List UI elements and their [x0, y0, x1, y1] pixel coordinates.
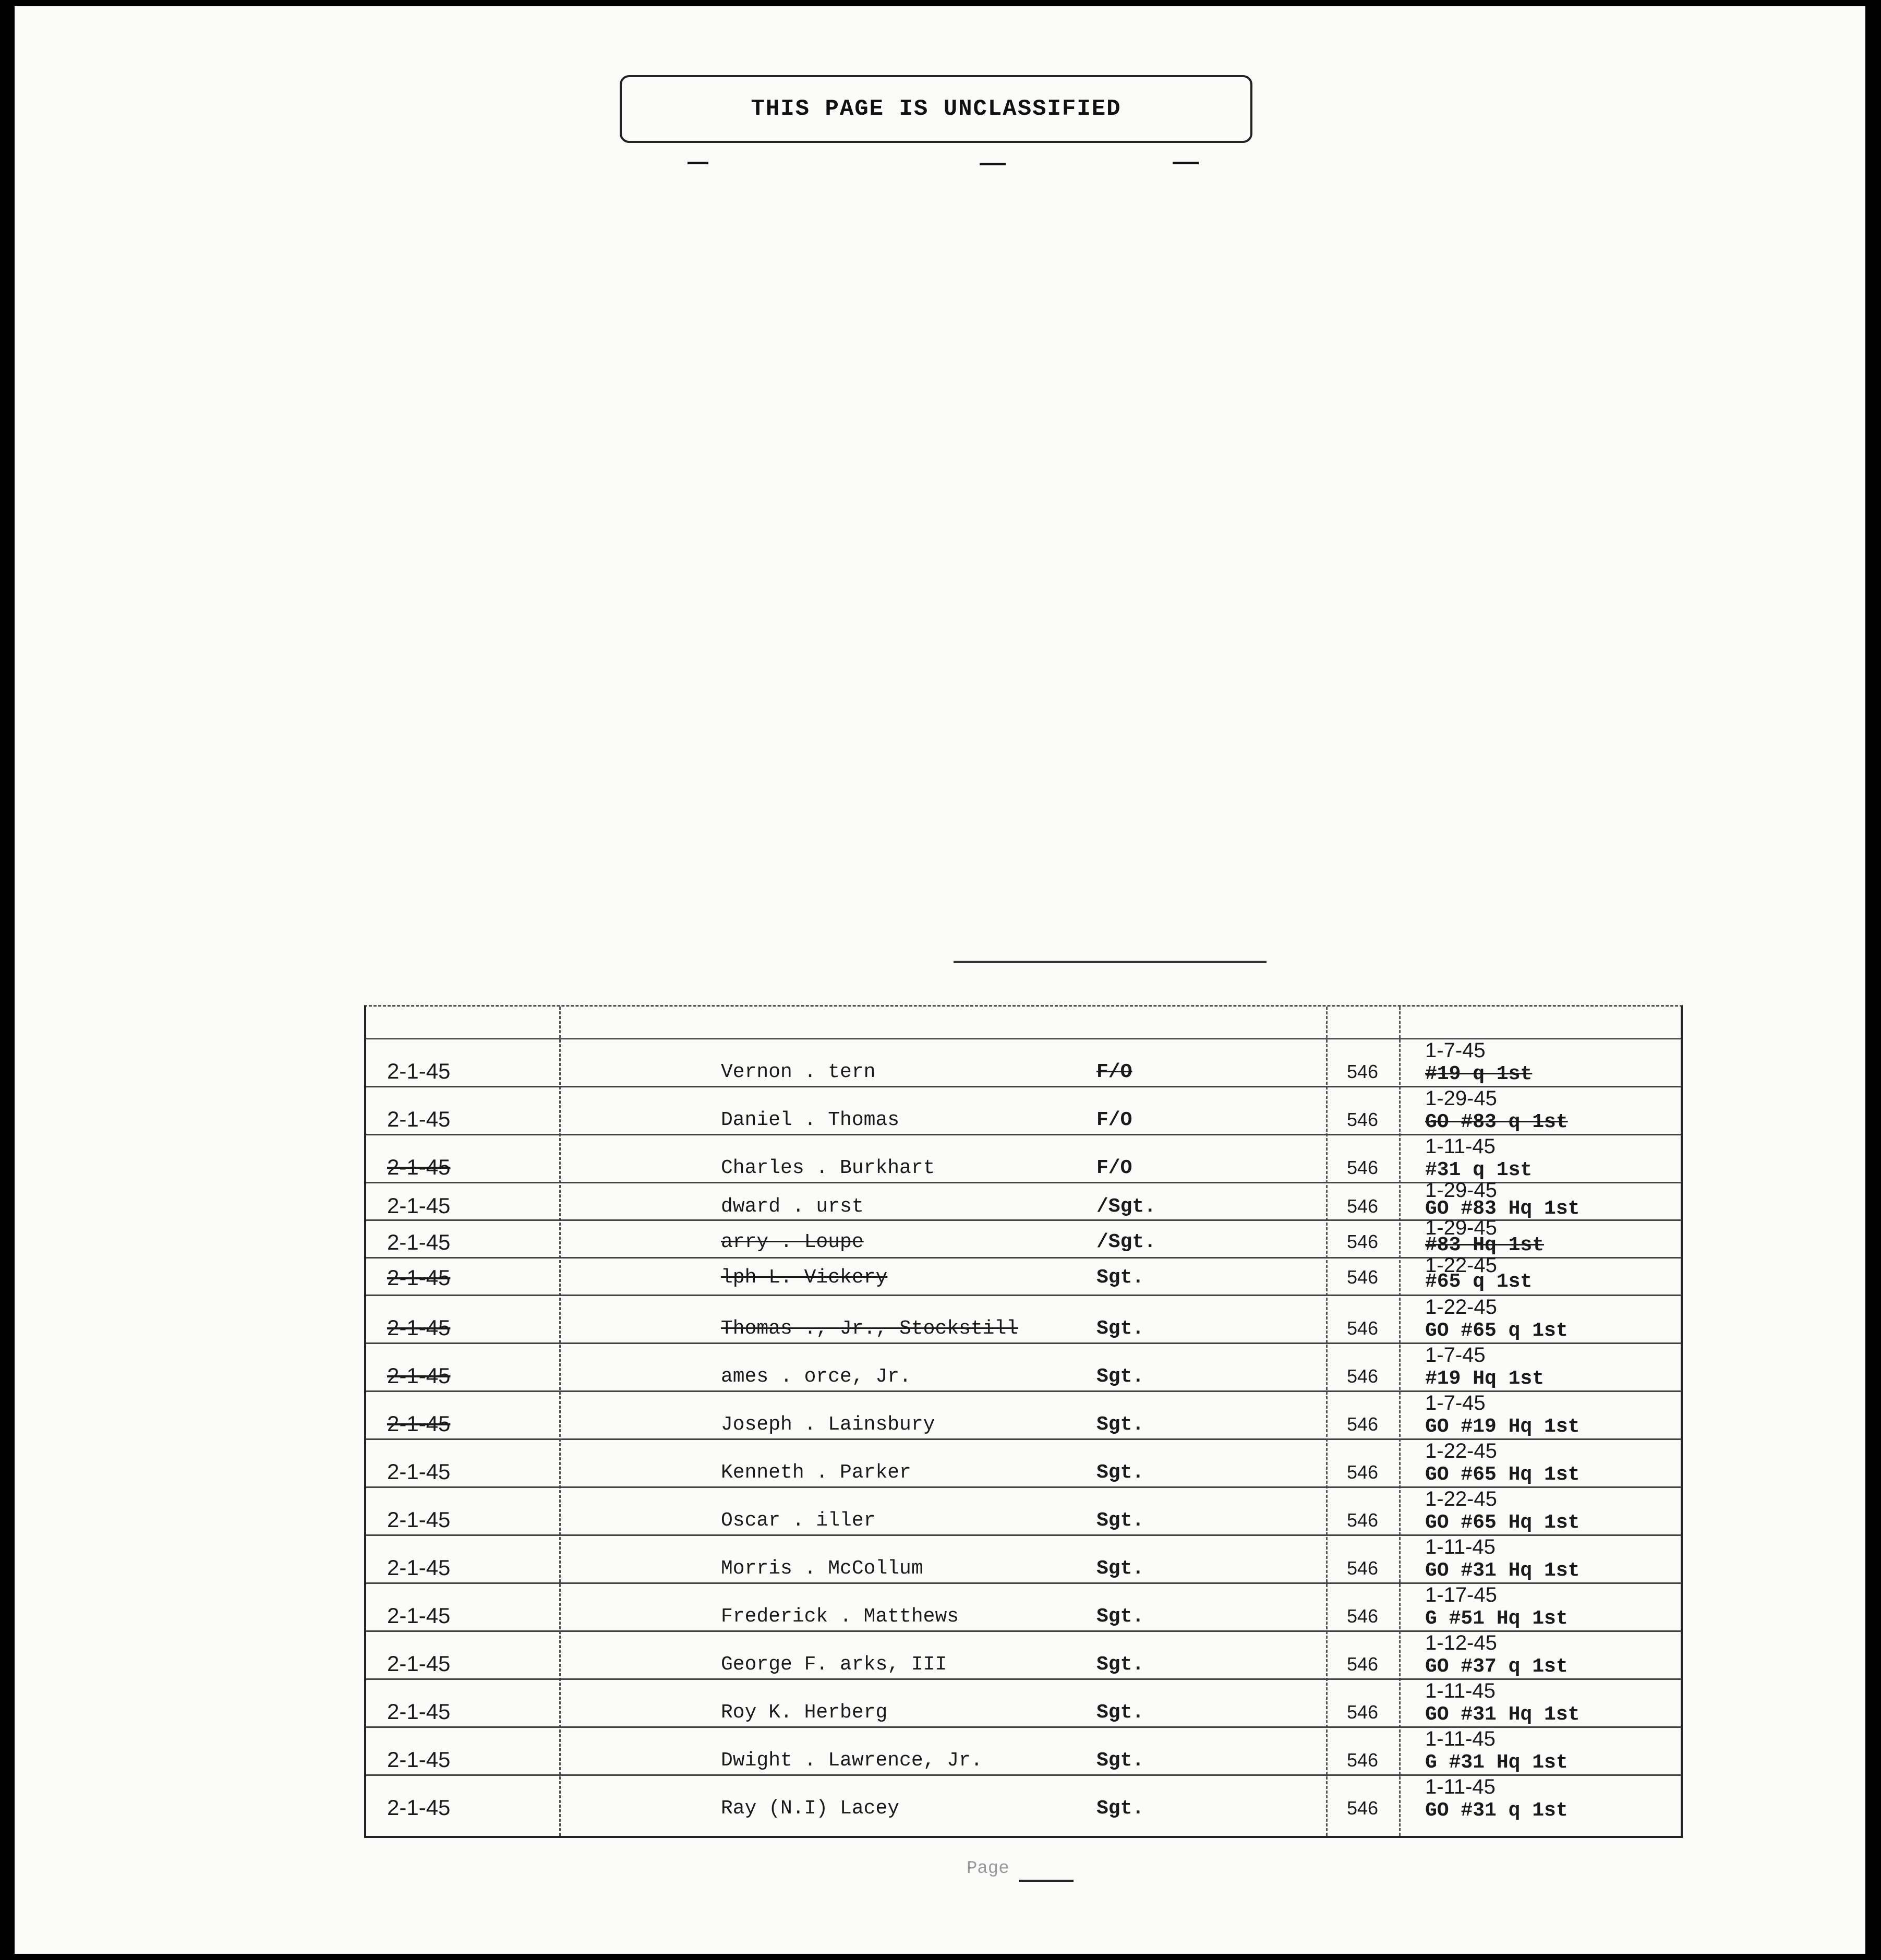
row-grade: Sgt. [1096, 1749, 1144, 1772]
column-header-col2 [559, 1007, 820, 1039]
row-number: 546 [1347, 1797, 1379, 1819]
row-order-ref: GO #31 Hq 1st [1425, 1559, 1580, 1582]
table-row [366, 1179, 1681, 1221]
row-name: arry . Loupe [721, 1231, 864, 1253]
table-row [366, 1582, 1681, 1632]
row-number: 546 [1347, 1157, 1379, 1178]
row-order-ref: #19 Hq 1st [1425, 1368, 1545, 1390]
row-date: 2-1-45 [387, 1603, 451, 1628]
table-row [366, 1216, 1681, 1259]
row-order-ref: #65 q 1st [1425, 1271, 1533, 1293]
row-date: 2-1-45 [387, 1411, 451, 1436]
row-date: 2-1-45 [387, 1555, 451, 1580]
row-grade: Sgt. [1096, 1797, 1144, 1820]
row-number: 546 [1347, 1317, 1379, 1339]
page-number-blank [1019, 1880, 1074, 1882]
row-number: 546 [1347, 1231, 1379, 1252]
table-row [366, 1038, 1681, 1087]
row-number: 546 [1347, 1605, 1379, 1627]
row-order-ref: GO #65 Hq 1st [1425, 1511, 1580, 1534]
header-underline [954, 961, 1267, 963]
row-date: 2-1-45 [387, 1651, 451, 1676]
row-name: ames . orce, Jr. [721, 1365, 911, 1388]
row-date: 2-1-45 [387, 1747, 451, 1772]
table-row [366, 1438, 1681, 1488]
row-date: 2-1-45 [387, 1363, 451, 1388]
row-number: 546 [1347, 1461, 1379, 1483]
row-number: 546 [1347, 1266, 1379, 1288]
table-row [366, 1630, 1681, 1680]
row-order-date: 1-29-45 [1425, 1216, 1497, 1239]
row-grade: Sgt. [1096, 1365, 1144, 1388]
row-order-date: 1-11-45 [1425, 1727, 1496, 1750]
table-row [366, 1342, 1681, 1392]
row-grade: Sgt. [1096, 1605, 1144, 1628]
row-order-date: 1-7-45 [1425, 1344, 1486, 1366]
row-name: Charles . Burkhart [721, 1157, 935, 1179]
scan-mark [688, 162, 708, 164]
row-date: 2-1-45 [387, 1265, 451, 1290]
row-grade: Sgt. [1096, 1461, 1144, 1484]
document-page [15, 6, 1865, 1954]
row-order-ref: #31 q 1st [1425, 1159, 1533, 1181]
table-row [366, 1726, 1681, 1776]
table-row [366, 1534, 1681, 1584]
row-date: 2-1-45 [387, 1059, 451, 1083]
row-grade: Sgt. [1096, 1701, 1144, 1724]
row-date: 2-1-45 [387, 1699, 451, 1724]
row-number: 546 [1347, 1749, 1379, 1771]
row-date: 2-1-45 [387, 1230, 451, 1254]
row-grade: F/O [1096, 1157, 1132, 1179]
row-number: 546 [1347, 1365, 1379, 1387]
row-order-ref: #19 q 1st [1425, 1063, 1533, 1085]
row-name: Daniel . Thomas [721, 1109, 900, 1131]
row-grade: F/O [1096, 1061, 1132, 1083]
row-order-ref: #83 Hq 1st [1425, 1234, 1545, 1256]
row-name: Frederick . Matthews [721, 1605, 959, 1628]
row-order-ref: GO #83 q 1st [1425, 1111, 1568, 1133]
row-date: 2-1-45 [387, 1155, 451, 1179]
row-order-date: 1-11-45 [1425, 1775, 1496, 1798]
row-date: 2-1-45 [387, 1795, 451, 1820]
table-row [366, 1390, 1681, 1440]
row-grade: Sgt. [1096, 1413, 1144, 1436]
column-header-date [366, 1007, 559, 1039]
table-row [366, 1254, 1681, 1296]
row-order-ref: GO #31 Hq 1st [1425, 1703, 1580, 1726]
row-grade: /Sgt. [1096, 1195, 1156, 1218]
row-order-date: 1-11-45 [1425, 1135, 1496, 1158]
row-name: Ray (N.I) Lacey [721, 1797, 900, 1820]
row-grade: Sgt. [1096, 1509, 1144, 1532]
table-row [366, 1678, 1681, 1728]
row-order-date: 1-22-45 [1425, 1296, 1497, 1318]
row-order-ref: GO #19 Hq 1st [1425, 1415, 1580, 1438]
table-row [366, 1086, 1681, 1135]
row-order-date: 1-7-45 [1425, 1039, 1486, 1062]
column-header-name [820, 1007, 1326, 1039]
row-name: Vernon . tern [721, 1061, 876, 1083]
row-number: 546 [1347, 1653, 1379, 1675]
row-number: 546 [1347, 1061, 1379, 1082]
row-order-ref: G #31 Hq 1st [1425, 1751, 1568, 1774]
row-name: Oscar . iller [721, 1509, 876, 1532]
row-date: 2-1-45 [387, 1459, 451, 1484]
row-name: Roy K. Herberg [721, 1701, 888, 1724]
row-date: 2-1-45 [387, 1193, 451, 1218]
classification-banner [620, 75, 1252, 143]
row-order-date: 1-7-45 [1425, 1392, 1486, 1414]
row-order-date: 1-22-45 [1425, 1487, 1497, 1510]
row-grade: Sgt. [1096, 1266, 1144, 1289]
row-name: George F. arks, III [721, 1653, 947, 1676]
row-name: Morris . McCollum [721, 1557, 923, 1580]
row-name: dward . urst [721, 1195, 864, 1218]
row-order-date: 1-12-45 [1425, 1631, 1497, 1654]
row-order-ref: GO #65 q 1st [1425, 1320, 1568, 1342]
table-row [366, 1486, 1681, 1536]
scan-mark [980, 163, 1006, 165]
row-order-date: 1-22-45 [1425, 1254, 1497, 1277]
row-order-date: 1-22-45 [1425, 1439, 1497, 1462]
row-order-date: 1-29-45 [1425, 1087, 1497, 1110]
row-date: 2-1-45 [387, 1107, 451, 1131]
column-header-orders [1399, 1007, 1681, 1039]
row-number: 546 [1347, 1195, 1379, 1217]
row-order-date: 1-17-45 [1425, 1583, 1497, 1606]
row-order-date: 1-11-45 [1425, 1535, 1496, 1558]
roster-rows [366, 1038, 1681, 1836]
row-grade: Sgt. [1096, 1653, 1144, 1676]
row-grade: /Sgt. [1096, 1231, 1156, 1253]
row-order-date: 1-29-45 [1425, 1179, 1497, 1202]
row-number: 546 [1347, 1701, 1379, 1723]
row-grade: Sgt. [1096, 1317, 1144, 1340]
row-order-date: 1-11-45 [1425, 1679, 1496, 1702]
row-name: Thomas ., Jr., Stockstill [721, 1317, 1019, 1340]
row-order-ref: GO #65 Hq 1st [1425, 1463, 1580, 1486]
classification-text: THIS PAGE IS UNCLASSIFIED [751, 96, 1122, 122]
personnel-roster-table [364, 1005, 1683, 1838]
row-name: Joseph . Lainsbury [721, 1413, 935, 1436]
row-number: 546 [1347, 1509, 1379, 1531]
row-grade: F/O [1096, 1109, 1132, 1131]
row-order-ref: GO #37 q 1st [1425, 1655, 1568, 1678]
row-date: 2-1-45 [387, 1315, 451, 1340]
row-name: lph L. Vickery [721, 1266, 888, 1289]
row-date: 2-1-45 [387, 1507, 451, 1532]
page-label: Page [967, 1859, 1009, 1879]
column-header-num [1326, 1007, 1399, 1039]
row-order-ref: GO #83 Hq 1st [1425, 1197, 1580, 1220]
row-name: Dwight . Lawrence, Jr. [721, 1749, 983, 1772]
row-order-ref: GO #31 q 1st [1425, 1799, 1568, 1822]
row-number: 546 [1347, 1557, 1379, 1579]
table-row [366, 1134, 1681, 1183]
row-name: Kenneth . Parker [721, 1461, 911, 1484]
row-order-ref: G #51 Hq 1st [1425, 1607, 1568, 1630]
table-row [366, 1294, 1681, 1344]
row-number: 546 [1347, 1109, 1379, 1130]
table-row [366, 1774, 1681, 1822]
row-grade: Sgt. [1096, 1557, 1144, 1580]
row-number: 546 [1347, 1413, 1379, 1435]
scan-mark [1173, 162, 1199, 164]
